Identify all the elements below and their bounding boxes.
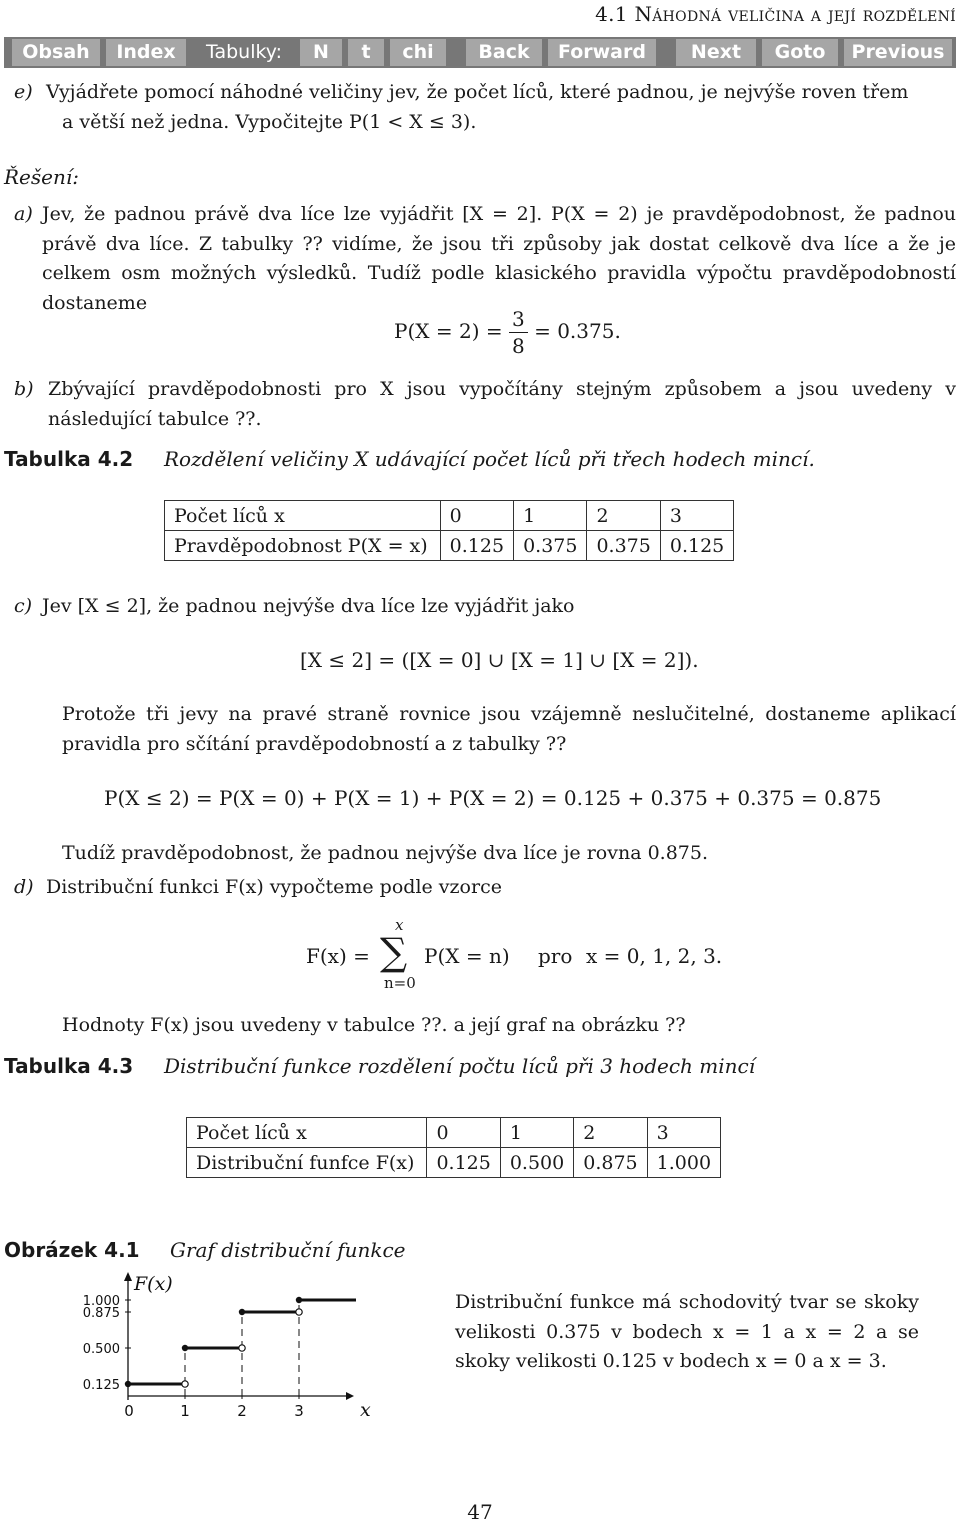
part-a-paragraph: Jev, že padnou právě dva líce lze vyjádřit [X = 2]. P(X = 2) je pravděpodobnost, že padnou právě dva líce. Z tabulky ?? vidíme, že jsou tři způsoby jak dostat celkově dva líce a že je celkem osm možných výsledků. Tudíž podle klasického pravidla výpočtu pravděpodobností dostaneme	[42, 203, 956, 314]
part-a-text	[42, 200, 956, 318]
next-button[interactable]: Next	[676, 39, 756, 66]
x-axis-label: x	[360, 1399, 371, 1421]
y-axis-label: F(x)	[134, 1273, 173, 1295]
table-cell: 0.375	[514, 531, 587, 561]
part-c-marker: c)	[14, 595, 33, 617]
figure-41-description: Distribuční funkce má schodovitý tvar se skoky velikosti 0.375 v bodech x = 1 a x = 2 a se skoky velikosti 0.125 v bodech x = 0 a x = 3.	[455, 1291, 919, 1372]
part-c-formula2: P(X ≤ 2) = P(X = 0) + P(X = 1) + P(X = 2) = 0.125 + 0.375 + 0.375 = 0.875	[104, 786, 882, 810]
page-number: 47	[467, 1500, 493, 1524]
forward-button[interactable]: Forward	[548, 39, 656, 66]
solution-heading: Řešení:	[4, 165, 80, 189]
task-e-marker: e)	[14, 81, 33, 103]
probability-table	[164, 500, 734, 561]
step-closed-point	[239, 1309, 245, 1315]
sum-upper-limit: x	[395, 916, 404, 934]
table-cell: 1	[514, 501, 587, 531]
sum-lower-limit: n=0	[384, 974, 416, 992]
table-cell: 2	[574, 1118, 647, 1148]
task-e-line2: a větší než jedna. Vypočitejte P(1 < X ≤ 3).	[62, 111, 477, 133]
formula-lhs: F(x) =	[306, 944, 370, 968]
table-cell: 0.125	[440, 531, 513, 561]
step-closed-point	[182, 1345, 188, 1351]
table-row	[187, 1148, 721, 1178]
part-c-text: Jev [X ≤ 2], že padnou nejvýše dva líce lze vyjádřit jako	[42, 595, 575, 617]
x-tick-label: 0	[124, 1402, 134, 1420]
table-43-label: Tabulka 4.3	[4, 1054, 134, 1078]
x-axis-arrow	[346, 1392, 354, 1400]
distribution-table	[186, 1117, 721, 1178]
y-tick-label: 0.500	[82, 1342, 120, 1357]
part-a-formula	[394, 306, 621, 359]
chart-steps	[125, 1297, 356, 1396]
table-cell: Počet líců x	[187, 1118, 427, 1148]
part-c-formula1: [X ≤ 2] = ([X = 0] ∪ [X = 1] ∪ [X = 2]).	[300, 648, 699, 672]
figure-41-caption: Graf distribuční funkce	[170, 1238, 406, 1262]
section-title: 4.1 Náhodná veličina a její rozdělení	[595, 2, 956, 26]
table-42-label: Tabulka 4.2	[4, 447, 134, 471]
table-cell: 2	[587, 501, 660, 531]
x-tick-label: 3	[294, 1402, 304, 1420]
y-axis-arrow	[124, 1272, 132, 1281]
step-open-point	[239, 1345, 245, 1351]
table-cell: 1.000	[647, 1148, 720, 1178]
formula-rhs: = 0.375.	[534, 319, 621, 343]
formula-lhs: P(X = 2) =	[394, 319, 503, 343]
navigation-bar	[4, 37, 956, 68]
part-d-marker: d)	[14, 876, 34, 898]
table-cell: 1	[500, 1118, 573, 1148]
table-42-caption: Rozdělení veličiny X udávající počet líců při třech hodech mincí.	[164, 447, 815, 471]
table-cell: 0.125	[660, 531, 733, 561]
formula-condition: x = 0, 1, 2, 3.	[586, 944, 723, 968]
index-button[interactable]: Index	[106, 39, 186, 66]
part-c-text3: Tudíž pravděpodobnost, že padnou nejvýše dva líce je rovna 0.875.	[62, 842, 708, 864]
tabulky-t-button[interactable]: t	[348, 39, 384, 66]
table-cell: 0.500	[500, 1148, 573, 1178]
part-b-marker: b)	[14, 378, 34, 400]
y-tick-label: 1.000	[82, 1294, 120, 1309]
formula-pro: pro	[538, 944, 573, 968]
part-c-text2: Protože tři jevy na pravé straně rovnice jsou vzájemně neslučitelné, dostaneme aplikací pravidla pro sčítání pravděpodobností a z tabulky ??	[62, 703, 956, 755]
table-cell: Počet líců x	[165, 501, 441, 531]
part-d-text2: Hodnoty F(x) jsou uvedeny v tabulce ??. a její graf na obrázku ??	[62, 1014, 686, 1036]
table-cell: 0	[440, 501, 513, 531]
table-cell: 0.875	[574, 1148, 647, 1178]
x-tick-label: 2	[237, 1402, 247, 1420]
step-open-point	[296, 1309, 302, 1315]
obsah-button[interactable]: Obsah	[12, 39, 100, 66]
table-cell: 0.375	[587, 531, 660, 561]
table-row	[187, 1118, 721, 1148]
distribution-step-chart	[0, 1268, 400, 1438]
previous-button[interactable]: Previous	[844, 39, 952, 66]
table-cell: 3	[660, 501, 733, 531]
back-button[interactable]: Back	[466, 39, 542, 66]
fraction	[509, 306, 528, 359]
tabulky-chi-button[interactable]: chi	[390, 39, 446, 66]
step-closed-point	[296, 1297, 302, 1303]
goto-button[interactable]: Goto	[762, 39, 838, 66]
table-cell: Distribuční funfce F(x)	[187, 1148, 427, 1178]
x-tick-label: 1	[180, 1402, 190, 1420]
table-43-caption: Distribuční funkce rozdělení počtu líců při 3 hodech mincí	[164, 1054, 756, 1078]
y-tick-label: 0.125	[82, 1378, 120, 1393]
fraction-denominator: 8	[511, 334, 525, 358]
fraction-numerator: 3	[509, 306, 528, 333]
formula-rhs: P(X = n)	[424, 944, 510, 968]
step-open-point	[182, 1381, 188, 1387]
table-row	[165, 531, 734, 561]
part-b-text: Zbývající pravděpodobnosti pro X jsou vypočítány stejným způsobem a jsou uvedeny v následující tabulce ??.	[48, 378, 956, 430]
sum-symbol: ∑	[380, 930, 408, 974]
figure-41-label: Obrázek 4.1	[4, 1238, 140, 1262]
table-cell: 0	[427, 1118, 500, 1148]
tabulky-n-button[interactable]: N	[300, 39, 342, 66]
part-a-marker: a)	[14, 203, 33, 225]
task-e-line1: Vyjádřete pomocí náhodné veličiny jev, že počet líců, které padnou, je nejvýše roven třem	[46, 81, 909, 103]
table-cell: 3	[647, 1118, 720, 1148]
table-row	[165, 501, 734, 531]
part-d-text: Distribuční funkci F(x) vypočteme podle vzorce	[46, 876, 502, 898]
tabulky-label: Tabulky:	[206, 41, 283, 63]
table-cell: Pravděpodobnost P(X = x)	[165, 531, 441, 561]
y-tick-label: 0.875	[82, 1306, 120, 1321]
table-cell: 0.125	[427, 1148, 500, 1178]
